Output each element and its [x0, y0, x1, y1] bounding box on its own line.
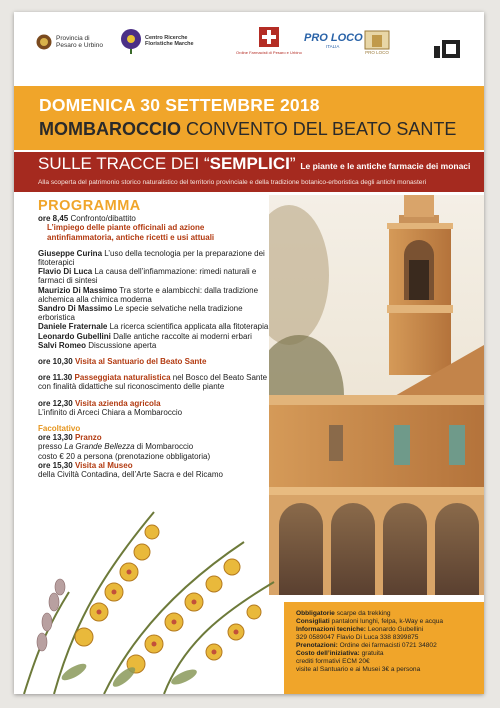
speaker: Giuseppe Curina L’uso della tecnologia per la preparazione dei fitoterapici [38, 248, 265, 268]
proloco-mombaroccio-logo [364, 30, 390, 55]
ordine-farmacisti-logo [236, 26, 302, 55]
title-part-a: SULLE TRACCE DEI “ [38, 154, 210, 173]
centro-ricerche-logo [120, 28, 194, 54]
time-slot-2: ore 10,30 Visita al Santuario del Beato Sante [38, 357, 207, 367]
building-emblem-icon [364, 30, 390, 50]
speaker: Salvi Romeo Discussione aperta [38, 340, 157, 350]
info-booking: Prenotazioni: Ordine dei farmacisti 0721 34802 [296, 642, 437, 649]
speaker: Leonardo Gubellini Dalle antiche raccolte ai moderni erbari [38, 331, 252, 341]
museum-emblem-icon [434, 40, 460, 58]
poster [14, 12, 484, 694]
centro-line1: Centro Ricerche [145, 34, 188, 41]
title-part-c: ” [289, 154, 296, 173]
time-slot-3: ore 11.30 Passeggiata naturalistica nel Bosco del Beato Sante con finalità didattiche sul riconoscimento delle piante [38, 373, 268, 392]
pharmacy-cross-icon [258, 26, 280, 48]
provincia-crest-icon [36, 34, 52, 50]
ordine-text: Ordine Farmacisti di Pesaro e Urbino [236, 50, 302, 55]
proloco-sub: ITALIA [326, 44, 340, 49]
info-cost: Costo dell’iniziativa: gratuita [296, 650, 384, 657]
program [38, 198, 273, 480]
provincia-line2: Pesaro e Urbino [56, 42, 103, 49]
provincia-logo [36, 34, 103, 50]
info-visits: visite al Santuario e ai Musei 3€ a persona [296, 666, 421, 673]
title-band [14, 152, 484, 192]
info-credits: crediti formativi ECM 20€ [296, 658, 370, 665]
speaker: Maurizio Di Massimo Tra storte e alambicchi: dalla tradizione alchemica alla chimica moderna [38, 285, 259, 304]
proloco2-text: PRO LOCO [365, 50, 389, 55]
flowers-illustration [14, 472, 314, 694]
title-semplici: SEMPLICI [209, 154, 290, 173]
speaker: Daniele Fraternale La ricerca scientifica applicata alla fitoterapia [38, 322, 269, 332]
centro-line2: Floristiche Marche [145, 41, 194, 47]
headline-band [14, 86, 484, 150]
time-slot-4-text: L’infinito di Arceci Chiara a Mombaroccio [38, 407, 183, 417]
flower-emblem-icon [120, 28, 142, 54]
title-subtitle: Le piante e le antiche farmacie dei monaci [300, 161, 471, 171]
debate-topic: L’impiego delle piante officinali ad azione antinfiammatoria, antiche ricetti e usi attuali [47, 223, 215, 242]
place-rest: CONVENTO DEL BEATO SANTE [186, 119, 457, 139]
event-place [39, 119, 456, 140]
lunch-cost: costo € 20 a persona (prenotazione obbligatoria) [38, 451, 211, 461]
info-phones: 329 0589047 Flavio Di Luca 338 8399875 [296, 634, 419, 641]
museum-logo [434, 40, 460, 58]
time-slot-1: ore 8,45 Confronto/dibattito [38, 214, 136, 224]
program-heading: PROGRAMMA [38, 198, 141, 214]
museum-text: della Civiltà Contadina, dell’Arte Sacra e del Ricamo [38, 470, 223, 480]
logos-row [14, 12, 484, 86]
place-bold: MOMBAROCCIO [39, 119, 181, 139]
lunch-place: presso La Grande Bellezza di Mombaroccio [38, 442, 194, 452]
time-slot-5: ore 13,30 Pranzo [38, 433, 102, 443]
info-technical: Informazioni tecniche: Leonardo Gubellini [296, 626, 424, 633]
optional-label: Facoltativo [38, 424, 81, 434]
provincia-line1: Provincia di [56, 34, 90, 42]
speaker: Sandro Di Massimo Le specie selvatiche nella tradizione erboristica [38, 304, 243, 323]
proloco-italia-logo [304, 32, 363, 49]
speakers-list [38, 249, 273, 350]
event-description: Alla scoperta del patrimonio storico naturalistico del territorio provinciale e della tradizione botanico-erboristica degli antichi monasteri [38, 179, 427, 186]
time-slot-6: ore 15,30 Visita al Museo [38, 460, 133, 470]
event-date: DOMENICA 30 SETTEMBRE 2018 [39, 95, 320, 115]
info-required: Obbligatorie scarpe da trekking [296, 610, 391, 617]
time-slot-4: ore 12,30 Visita azienda agricola [38, 398, 161, 408]
proloco-main: PRO LOCO [304, 32, 363, 44]
event-title [38, 154, 470, 174]
speaker: Flavio Di Luca La causa dell’infiammazione: rimedi naturali e farmaci di sintesi [38, 267, 257, 286]
info-box [284, 602, 484, 694]
info-recommended: Consigliati pantaloni lunghi, felpa, k-Way e acqua [296, 618, 444, 625]
